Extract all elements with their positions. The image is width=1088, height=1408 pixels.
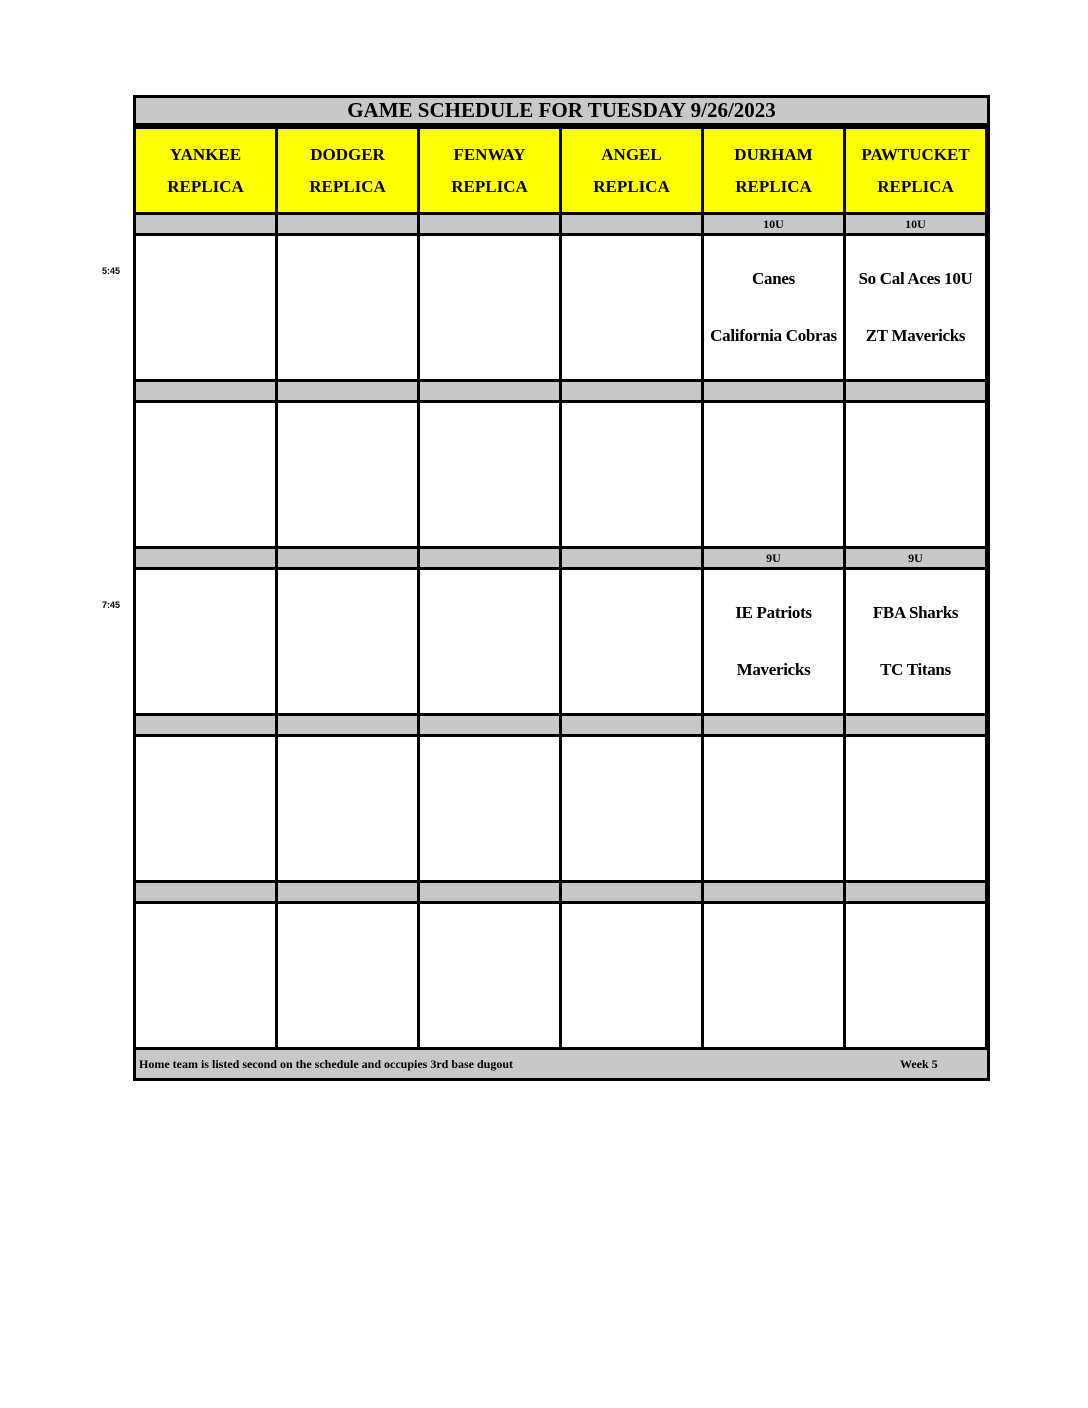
division-cell bbox=[420, 382, 559, 400]
game-cell bbox=[278, 570, 417, 713]
game-cell bbox=[278, 904, 417, 1047]
game-cell bbox=[562, 570, 701, 713]
game-cell bbox=[420, 236, 559, 379]
division-cell bbox=[704, 716, 843, 734]
away-team: So Cal Aces 10U bbox=[858, 268, 973, 288]
game-cell bbox=[420, 403, 559, 546]
division-cell bbox=[420, 215, 559, 233]
footer-note: Home team is listed second on the schedule and occupies 3rd base dugout bbox=[139, 1057, 514, 1071]
game-cell bbox=[562, 236, 701, 379]
week-label: Week 5 bbox=[900, 1057, 938, 1071]
field-type: REPLICA bbox=[451, 176, 528, 196]
game-cell bbox=[136, 403, 275, 546]
division-cell bbox=[846, 549, 985, 567]
division-cell bbox=[136, 382, 275, 400]
division-label: 10U bbox=[905, 216, 926, 231]
field-name: DODGER bbox=[310, 144, 385, 164]
division-cell bbox=[562, 883, 701, 901]
home-team: Mavericks bbox=[736, 660, 811, 680]
game-cell bbox=[278, 403, 417, 546]
division-cell bbox=[704, 883, 843, 901]
field-header bbox=[420, 129, 559, 212]
game-cell bbox=[846, 236, 985, 379]
division-cell bbox=[136, 215, 275, 233]
game-cell bbox=[704, 403, 843, 546]
division-cell bbox=[278, 382, 417, 400]
division-cell bbox=[420, 883, 559, 901]
game-cell bbox=[846, 737, 985, 880]
time-label: 7:45 bbox=[102, 600, 121, 610]
division-cell bbox=[420, 716, 559, 734]
division-cell bbox=[846, 382, 985, 400]
field-header bbox=[278, 129, 417, 212]
game-cell bbox=[136, 570, 275, 713]
game-cell bbox=[278, 737, 417, 880]
schedule-title: GAME SCHEDULE FOR TUESDAY 9/26/2023 bbox=[136, 98, 987, 126]
field-name: YANKEE bbox=[169, 144, 242, 164]
division-cell bbox=[846, 215, 985, 233]
game-cell bbox=[420, 904, 559, 1047]
division-cell bbox=[846, 716, 985, 734]
game-cell bbox=[704, 737, 843, 880]
division-cell bbox=[278, 883, 417, 901]
game-cell bbox=[278, 236, 417, 379]
division-label: 9U bbox=[908, 550, 923, 565]
game-cell bbox=[562, 904, 701, 1047]
field-name: DURHAM bbox=[734, 144, 813, 164]
time-label: 5:45 bbox=[102, 266, 121, 276]
away-team: Canes bbox=[752, 268, 795, 288]
division-cell bbox=[704, 549, 843, 567]
field-name: ANGEL bbox=[601, 144, 662, 164]
field-type: REPLICA bbox=[167, 176, 244, 196]
schedule-footer bbox=[136, 1050, 987, 1078]
field-name: FENWAY bbox=[453, 144, 526, 164]
field-type: REPLICA bbox=[877, 176, 954, 196]
field-type: REPLICA bbox=[309, 176, 386, 196]
game-cell bbox=[136, 904, 275, 1047]
field-type: REPLICA bbox=[735, 176, 812, 196]
game-cell bbox=[562, 737, 701, 880]
home-team: California Cobras bbox=[710, 326, 837, 346]
division-label: 9U bbox=[766, 550, 781, 565]
game-cell bbox=[420, 737, 559, 880]
game-cell bbox=[704, 236, 843, 379]
game-cell bbox=[704, 570, 843, 713]
field-header bbox=[136, 129, 275, 212]
division-cell bbox=[704, 382, 843, 400]
division-cell bbox=[562, 549, 701, 567]
game-cell bbox=[420, 570, 559, 713]
game-cell bbox=[704, 904, 843, 1047]
field-header bbox=[846, 129, 985, 212]
game-cell bbox=[846, 403, 985, 546]
division-cell bbox=[136, 716, 275, 734]
field-name: PAWTUCKET bbox=[861, 144, 970, 164]
division-label: 10U bbox=[763, 216, 784, 231]
division-cell bbox=[562, 716, 701, 734]
division-cell bbox=[704, 215, 843, 233]
division-cell bbox=[278, 549, 417, 567]
division-cell bbox=[278, 716, 417, 734]
division-cell bbox=[846, 883, 985, 901]
game-cell bbox=[846, 570, 985, 713]
field-header bbox=[704, 129, 843, 212]
division-cell bbox=[562, 382, 701, 400]
game-cell bbox=[846, 904, 985, 1047]
schedule-table bbox=[133, 95, 990, 1081]
game-cell bbox=[136, 737, 275, 880]
home-team: TC Titans bbox=[880, 660, 951, 680]
division-cell bbox=[278, 215, 417, 233]
game-cell bbox=[136, 236, 275, 379]
field-header bbox=[562, 129, 701, 212]
game-cell bbox=[562, 403, 701, 546]
division-cell bbox=[136, 883, 275, 901]
division-cell bbox=[562, 215, 701, 233]
field-type: REPLICA bbox=[593, 176, 670, 196]
division-cell bbox=[136, 549, 275, 567]
away-team: FBA Sharks bbox=[872, 602, 959, 622]
division-cell bbox=[420, 549, 559, 567]
away-team: IE Patriots bbox=[735, 602, 812, 622]
home-team: ZT Mavericks bbox=[865, 326, 966, 346]
